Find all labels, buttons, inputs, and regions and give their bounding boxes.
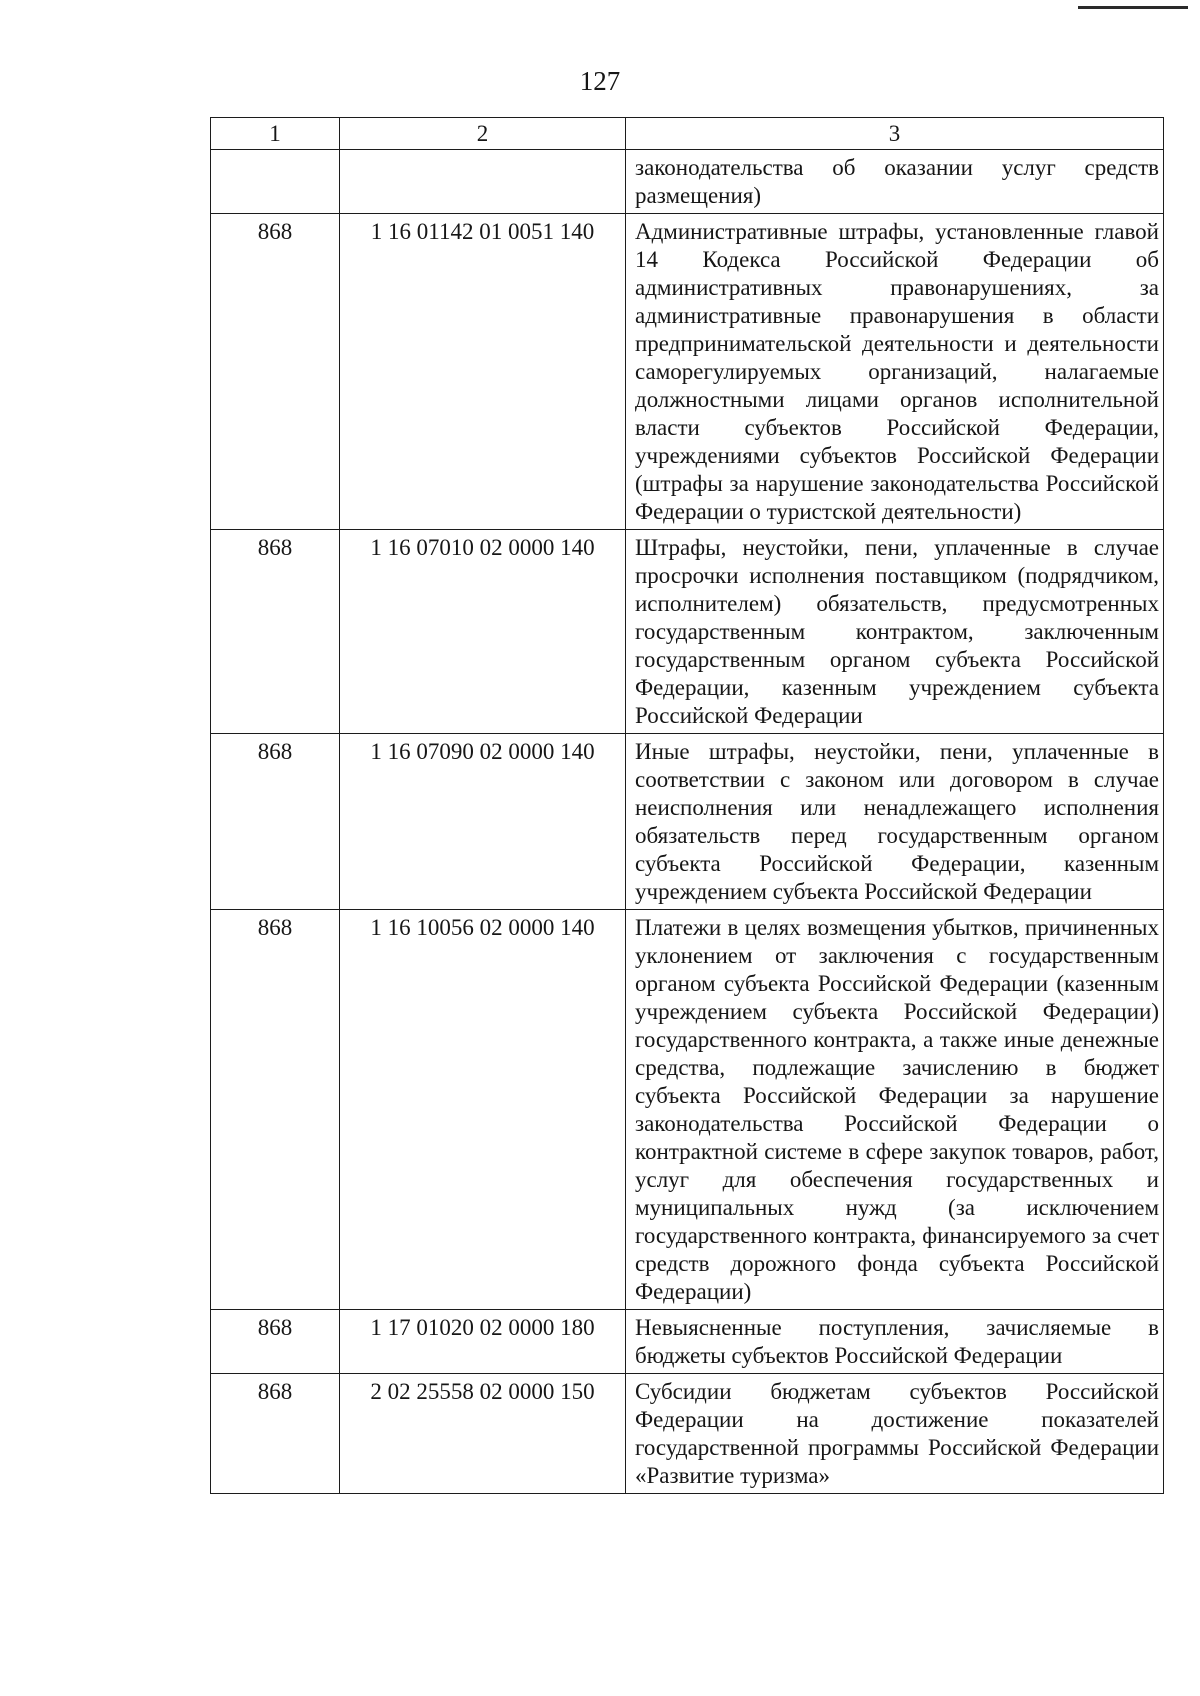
description-cell: законодательства об оказании услуг средств размещения): [626, 150, 1164, 214]
budget-code-cell: [340, 150, 626, 214]
column-header-2: 2: [340, 118, 626, 150]
column-header-3: 3: [626, 118, 1164, 150]
description-cell: Субсидии бюджетам субъектов Российской Федерации на достижение показателей государственной программы Российской Федерации «Развитие туризма»: [626, 1374, 1164, 1494]
table-row: [211, 734, 1164, 910]
admin-code-cell: 868: [211, 910, 340, 1310]
description-cell: Иные штрафы, неустойки, пени, уплаченные в соответствии с законом или договором в случае неисполнения или ненадлежащего исполнения обязательств перед государственным органом субъекта Российской Федерации, казенным учреждением субъекта Российской Федерации: [626, 734, 1164, 910]
admin-code-cell: [211, 150, 340, 214]
revenue-codes-table: [210, 117, 1164, 1494]
description-cell: Невыясненные поступления, зачисляемые в бюджеты субъектов Российской Федерации: [626, 1310, 1164, 1374]
top-edge-rule: [1078, 6, 1188, 9]
admin-code-cell: 868: [211, 530, 340, 734]
admin-code-cell: 868: [211, 214, 340, 530]
budget-code-cell: 1 16 10056 02 0000 140: [340, 910, 626, 1310]
table-row: [211, 1374, 1164, 1494]
description-cell: Штрафы, неустойки, пени, уплаченные в случае просрочки исполнения поставщиком (подрядчиком, исполнителем) обязательств, предусмотренных государственным контрактом, заключенным государственным органом субъекта Российской Федерации, казенным учреждением субъекта Российской Федерации: [626, 530, 1164, 734]
column-header-1: 1: [211, 118, 340, 150]
table-row: [211, 910, 1164, 1310]
budget-code-cell: 1 17 01020 02 0000 180: [340, 1310, 626, 1374]
budget-code-cell: 1 16 07090 02 0000 140: [340, 734, 626, 910]
admin-code-cell: 868: [211, 734, 340, 910]
table-row: [211, 150, 1164, 214]
budget-code-cell: 1 16 01142 01 0051 140: [340, 214, 626, 530]
admin-code-cell: 868: [211, 1374, 340, 1494]
budget-code-cell: 1 16 07010 02 0000 140: [340, 530, 626, 734]
table-row: [211, 1310, 1164, 1374]
description-cell: Административные штрафы, установленные главой 14 Кодекса Российской Федерации об административных правонарушениях, за административные правонарушения в области предпринимательской деятельности и деятельности саморегулируемых организаций, налагаемые должностными лицами органов исполнительной власти субъектов Российской Федерации, учреждениями субъектов Российской Федерации (штрафы за нарушение законодательства Российской Федерации о туристской деятельности): [626, 214, 1164, 530]
table-row: [211, 214, 1164, 530]
budget-code-cell: 2 02 25558 02 0000 150: [340, 1374, 626, 1494]
table-header-row: [211, 118, 1164, 150]
description-cell: Платежи в целях возмещения убытков, причиненных уклонением от заключения с государственным органом субъекта Российской Федерации (казенным учреждением субъекта Российской Федерации) государственного контракта, а также иные денежные средства, подлежащие зачислению в бюджет субъекта Российской Федерации за нарушение законодательства Российской Федерации о контрактной системе в сфере закупок товаров, работ, услуг для обеспечения государственных и муниципальных нужд (за исключением государственного контракта, финансируемого за счет средств дорожного фонда субъекта Российской Федерации): [626, 910, 1164, 1310]
table-row: [211, 530, 1164, 734]
page-number: 127: [579, 66, 621, 96]
admin-code-cell: 868: [211, 1310, 340, 1374]
